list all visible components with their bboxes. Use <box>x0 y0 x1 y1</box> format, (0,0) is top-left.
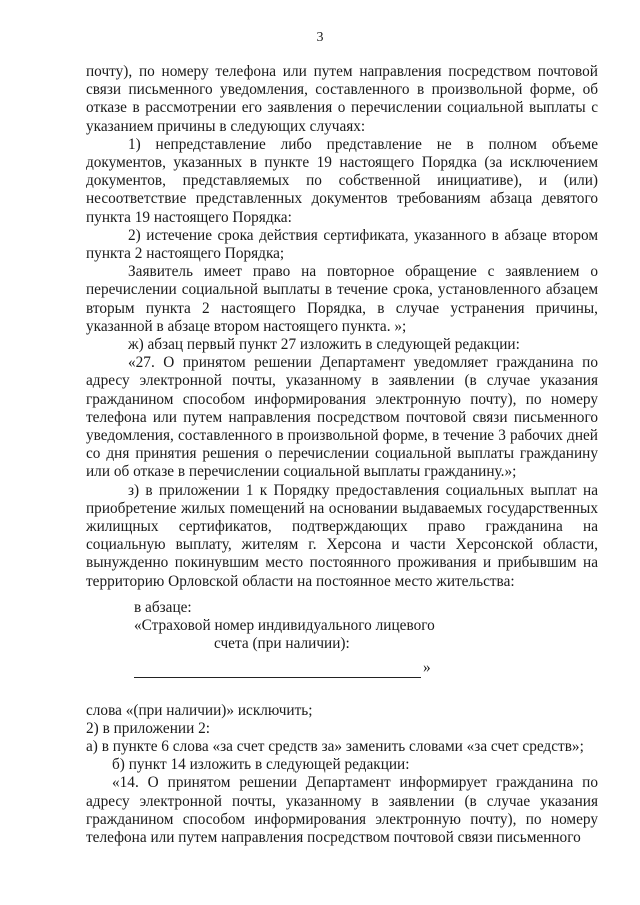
underline-blank <box>134 663 421 678</box>
paragraph: «14. О принятом решении Департамент информирует гражданина по адресу электронной почты, указанному в заявлении (в случае указания гражданином способом информирования электронную почту), по номеру телефона или путем направления посредством почтовой связи письменного <box>86 774 598 846</box>
form-blank-line <box>134 654 598 678</box>
paragraph: «27. О принятом решении Департамент уведомляет гражданина по адресу электронной почты, указанному в заявлении (в случае указания гражданином способом информирования электронную почту), по номеру телефона или путем направления посредством почтовой связи письменного уведомления, составленного в произвольной форме, в течение 3 рабочих дней со дня принятия решения о перечислении социальной выплаты гражданину или об отказе в перечислении социальной выплаты гражданину.»; <box>86 354 598 481</box>
paragraph-group-2 <box>86 702 598 848</box>
paragraph: з) в приложении 1 к Порядку предоставления социальных выплат на приобретение жилых помещений на основании выдаваемых государственных жилищных сертификатов, подтверждающих право гражданина на социальную выплату, жителям г. Херсона и части Херсонской области, вынужденно покинувшим место постоянного проживания и прибывшим на территорию Орловской области на постоянное место жительства: <box>86 481 598 590</box>
paragraph: б) пункт 14 изложить в следующей редакции: <box>112 756 410 774</box>
form-line-end: » <box>423 659 431 677</box>
form-line-1: «Страховой номер индивидуального лицевого <box>134 617 435 635</box>
paragraph: ж) абзац первый пункт 27 изложить в следующей редакции: <box>128 336 520 354</box>
form-intro: в абзаце: <box>134 598 192 616</box>
paragraph: 1) непредставление либо представление не в полном объеме документов, указанных в пункте 19 настоящего Порядка (за исключением документов, представляемых по собственной инициативе), и (или) несоответствие представленных документов требованиям абзаца девятого пункта 19 настоящего Порядка: <box>86 135 598 226</box>
paragraph: 2) истечение срока действия сертификата, указанного в абзаце втором пункта 2 настоящего Порядка; <box>86 226 598 263</box>
form-line-2: счета (при наличии): <box>214 635 350 653</box>
paragraph-group-1 <box>86 63 598 591</box>
form-excerpt <box>134 599 598 654</box>
paragraph: 2) в приложении 2: <box>86 719 210 737</box>
paragraph: а) в пункте 6 слова «за счет средств за» заменить словами «за счет средств»; <box>86 737 584 755</box>
document-body <box>86 63 598 847</box>
paragraph: слова «(при наличии)» исключить; <box>86 701 313 719</box>
paragraph: почту), по номеру телефона или путем направления посредством почтовой связи письменного уведомления, составленного в произвольной форме, об отказе в рассмотрении его заявления о перечислении социальной выплаты с указанием причины в следующих случаях: <box>86 63 598 135</box>
paragraph: Заявитель имеет право на повторное обращение с заявлением о перечислении социальной выплаты в течение срока, установленного абзацем вторым пункта 2 настоящего Порядка, в случае устранения причины, указанной в абзаце втором настоящего пункта. »; <box>86 263 598 335</box>
page-number: 3 <box>316 30 324 45</box>
